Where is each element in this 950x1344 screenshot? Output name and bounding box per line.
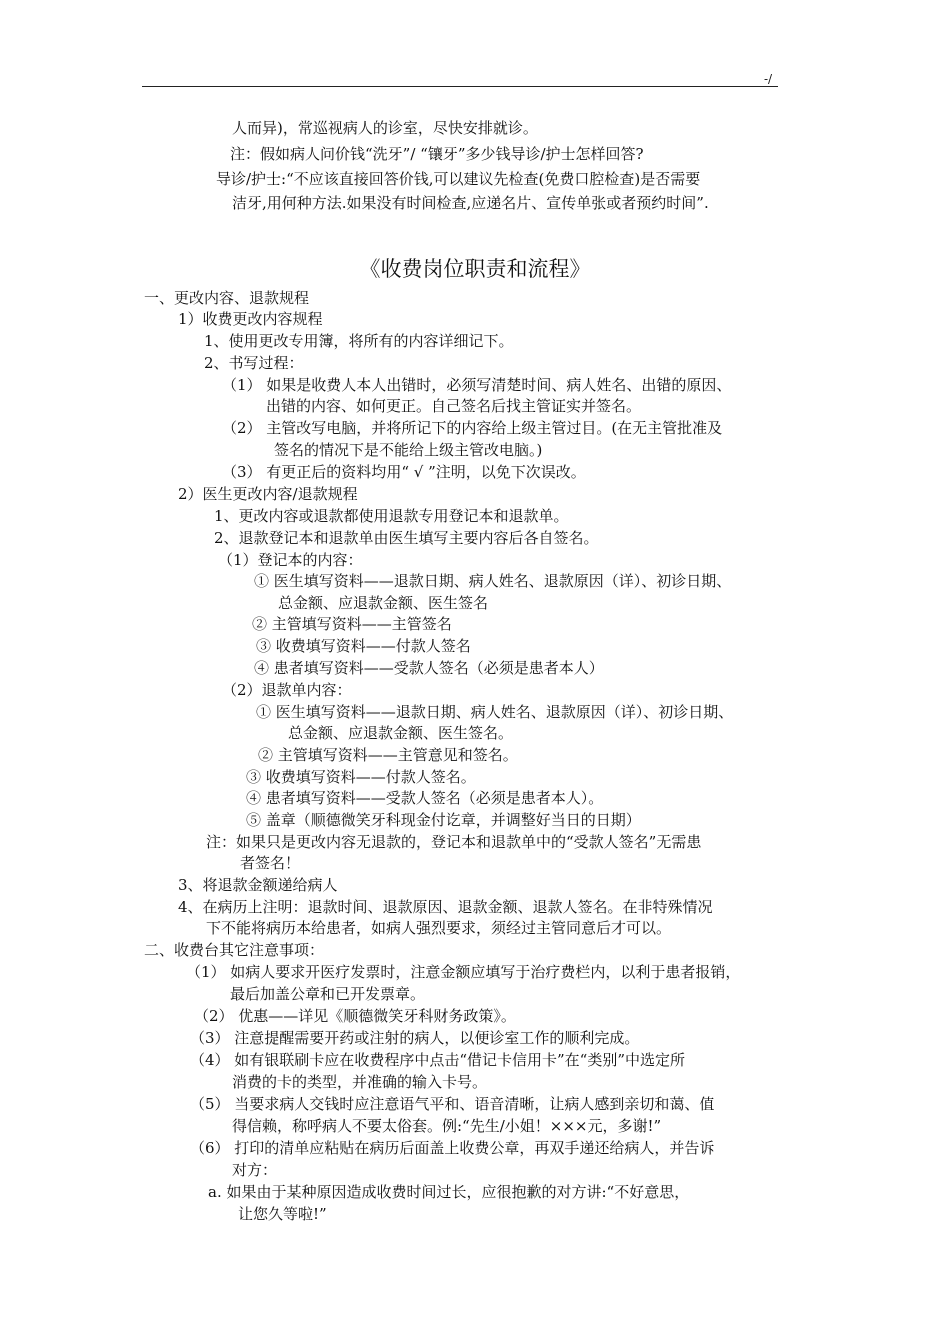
list-item: （6） 打印的清单应粘贴在病历后面盖上收费公章，再双手递还给病人，并告诉: [190, 1139, 715, 1157]
list-item: 2、退款登记本和退款单由医生填写主要内容后各自签名。: [214, 529, 599, 547]
list-item: ① 医生填写资料——退款日期、病人姓名、退款原因（详）、初诊日期、: [256, 703, 734, 721]
list-item-cont: 对方：: [232, 1161, 278, 1179]
list-item: （3） 注意提醒需要开药或注射的病人，以便诊室工作的顺利完成。: [190, 1029, 640, 1047]
list-item: ③ 收费填写资料——付款人签名。: [246, 768, 476, 786]
list-item-cont: 总金额、应退款金额、医生签名: [278, 594, 489, 612]
section-heading: 二、收费台其它注意事项：: [144, 941, 325, 959]
list-item: （2） 优惠——详见《顺德微笑牙科财务政策》。: [194, 1007, 516, 1025]
list-item-cont: 最后加盖公章和已开发票章。: [230, 985, 426, 1003]
intro-answer-cont: 洁牙,用何种方法.如果没有时间检查,应递名片、宣传单张或者预约时间”.: [232, 194, 709, 212]
list-item: ④ 患者填写资料——受款人签名（必须是患者本人）。: [246, 789, 604, 807]
list-item: 1、更改内容或退款都使用退款专用登记本和退款单。: [214, 507, 569, 525]
list-item-cont: 出错的内容、如何更正。自己签名后找主管证实并签名。: [266, 397, 642, 415]
subsection-heading: 1）收费更改内容规程: [178, 310, 323, 328]
list-item: （2）退款单内容：: [222, 681, 352, 699]
list-item-cont: 得信赖，称呼病人不要太俗套。例:“先生/小姐！×××元，多谢!”: [232, 1117, 662, 1135]
list-item: （2） 主管改写电脑，并将所记下的内容给上级主管过目。(在无主管批准及: [222, 419, 723, 437]
intro-note: 注：假如病人问价钱“洗牙”/ “镶牙”多少钱导诊/护士怎样回答?: [230, 145, 644, 163]
list-item: ② 主管填写资料——主管签名: [252, 615, 452, 633]
subsection-heading: 2）医生更改内容/退款规程: [178, 485, 358, 503]
list-item: （4） 如有银联刷卡应在收费程序中点击“借记卡信用卡”在“类别”中选定所: [190, 1051, 685, 1069]
list-item: （1） 如病人要求开医疗发票时，注意金额应填写于治疗费栏内，以利于患者报销，: [186, 963, 741, 981]
list-item: ③ 收费填写资料——付款人签名: [256, 637, 471, 655]
list-item-cont: 总金额、应退款金额、医生签名。: [288, 724, 514, 742]
list-item: ② 主管填写资料——主管意见和签名。: [258, 746, 518, 764]
list-item: （1）登记本的内容：: [218, 551, 363, 569]
list-item: ⑤ 盖章（顺德微笑牙科现金付讫章，并调整好当日的日期）: [246, 811, 641, 829]
list-item: ④ 患者填写资料——受款人签名（必须是患者本人）: [254, 659, 604, 677]
header-rule: [142, 86, 778, 87]
list-item: 1、使用更改专用簿，将所有的内容详细记下。: [204, 332, 514, 350]
list-item: （3） 有更正后的资料均用“ √ ”注明，以免下次误改。: [222, 463, 586, 481]
list-item: 2、书写过程：: [204, 354, 304, 372]
header-mark: -/: [764, 72, 773, 86]
page-title: 《收费岗位职责和流程》: [359, 257, 591, 281]
list-item-cont: 消费的卡的类型，并准确的输入卡号。: [232, 1073, 488, 1091]
intro-answer: 导诊/护士:“不应该直接回答价钱,可以建议先检查(免费口腔检查)是否需要: [216, 170, 701, 188]
intro-line: 人而异)，常巡视病人的诊室，尽快安排就诊。: [232, 119, 538, 137]
list-item: 4、在病历上注明：退款时间、退款原因、退款金额、退款人签名。在非特殊情况: [178, 898, 713, 916]
list-item-cont: 签名的情况下是不能给上级主管改电脑。): [274, 441, 543, 459]
list-item: 3、将退款金额递给病人: [178, 876, 338, 894]
list-item: （5） 当要求病人交钱时应注意语气平和、语音清晰，让病人感到亲切和蔼、值: [190, 1095, 715, 1113]
note-line: 注：如果只是更改内容无退款的，登记本和退款单中的“受款人签名”无需患: [206, 833, 702, 851]
list-item-cont: 让您久等啦!”: [238, 1205, 327, 1223]
list-item-cont: 下不能将病历本给患者，如病人强烈要求，须经过主管同意后才可以。: [206, 919, 672, 937]
list-item: ① 医生填写资料——退款日期、病人姓名、退款原因（详）、初诊日期、: [254, 572, 732, 590]
list-item: a. 如果由于某种原因造成收费时间过长，应很抱歉的对方讲:“不好意思，: [208, 1183, 690, 1201]
section-heading: 一、更改内容、退款规程: [144, 289, 310, 307]
note-line-cont: 者签名！: [240, 854, 301, 872]
list-item: （1） 如果是收费人本人出错时，必须写清楚时间、病人姓名、出错的原因、: [222, 376, 732, 394]
